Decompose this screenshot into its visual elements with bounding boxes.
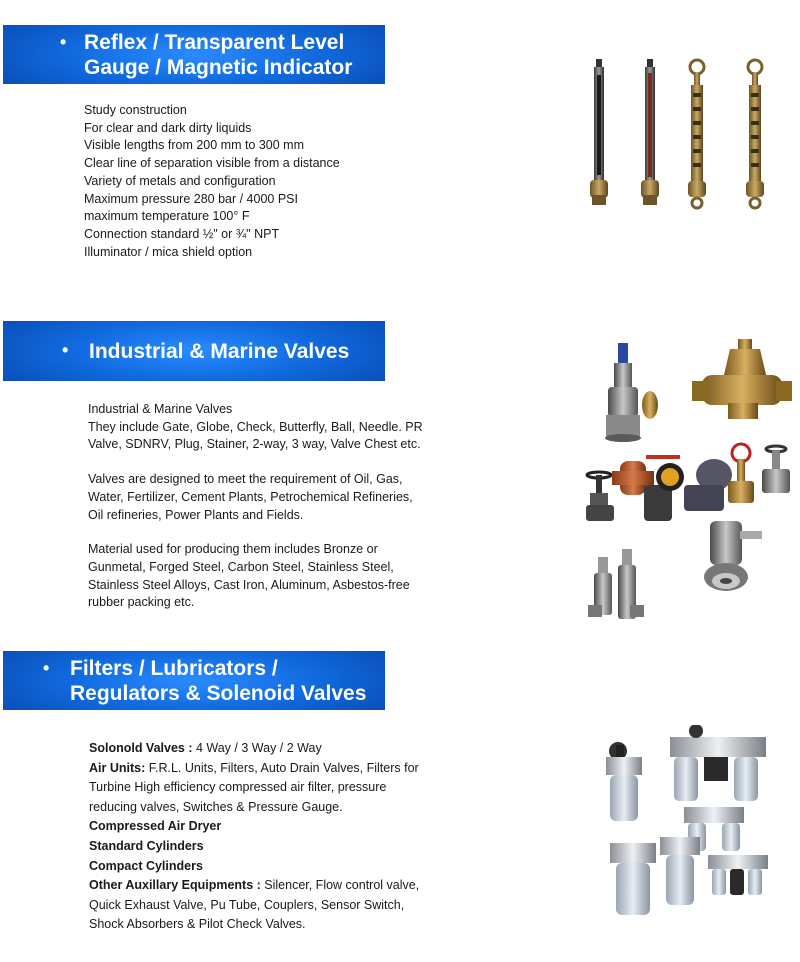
transparent-gauge-image	[688, 60, 706, 208]
transparent-gauge-image	[746, 60, 764, 208]
relief-valve-pair-image	[588, 549, 644, 619]
section-banner-frl	[3, 651, 385, 710]
reflex-gauge-image	[641, 59, 659, 205]
text-line: Shock Absorbers & Pilot Check Valves.	[89, 917, 306, 932]
check-valve-image	[684, 459, 732, 511]
text-line: Industrial & Marine Valves	[88, 402, 233, 416]
frl-combination-unit-image	[670, 725, 766, 801]
text-line	[89, 759, 419, 779]
mini-frl-unit-image	[708, 855, 768, 895]
lubricator-unit-image	[610, 837, 700, 915]
bullet-icon: •	[62, 340, 69, 360]
solenoid-label: Solonold Valves :	[89, 741, 193, 755]
text-line: Compressed Air Dryer	[89, 819, 222, 834]
list-item: Clear line of separation visible from a distance	[84, 156, 340, 171]
section-banner-valves	[3, 321, 385, 381]
list-item: Study construction	[84, 103, 187, 117]
air-units-value: F.R.L. Units, Filters, Auto Drain Valves, Filters for	[145, 760, 419, 775]
cast-steel-valve-image	[762, 446, 790, 493]
list-item: Illuminator / mica shield option	[84, 244, 253, 259]
text-line: Valve, SDNRV, Plug, Stainer, 2-way, 3 way, Valve Chest etc.	[88, 437, 421, 452]
text-line	[89, 739, 419, 759]
solenoid-value: 4 Way / 3 Way / 2 Way	[192, 741, 322, 755]
list-item: For clear and dark dirty liquids	[84, 120, 252, 135]
text-line: Material used for producing them includes Bronze or	[88, 542, 378, 557]
butterfly-valve-image	[656, 463, 684, 491]
text-line	[89, 876, 419, 896]
list-item: maximum temperature 100° F	[84, 209, 250, 224]
text-line: Water, Fertilizer, Cement Plants, Petrochemical Refineries,	[88, 489, 413, 504]
bullet-icon: •	[43, 658, 50, 678]
text-line: They include Gate, Globe, Check, Butterfly, Ball, Needle. PR	[88, 419, 423, 434]
level-gauge-feature-list	[84, 102, 340, 261]
text-line: rubber packing etc.	[88, 595, 195, 610]
other-equipment-value: Silencer, Flow control valve,	[260, 878, 420, 893]
text-line: Gunmetal, Forged Steel, Carbon Steel, Stainless Steel,	[88, 559, 394, 574]
magnetic-gauge-image	[590, 59, 608, 205]
text-line: Stainless Steel Alloys, Cast Iron, Aluminum, Asbestos-free	[88, 577, 410, 592]
list-item: Maximum pressure 280 bar / 4000 PSI	[84, 191, 298, 206]
air-units-label: Air Units:	[89, 760, 146, 775]
section-title: Industrial & Marine Valves	[89, 340, 350, 363]
safety-valve-image	[605, 343, 658, 442]
text-line: Turbine High efficiency compressed air filter, pressure	[89, 780, 387, 795]
filter-regulator-unit-image	[606, 742, 642, 821]
text-line: Quick Exhaust Valve, Pu Tube, Couplers, Sensor Switch,	[89, 897, 405, 912]
text-line: Valves are designed to meet the requirement of Oil, Gas,	[88, 472, 403, 487]
gate-valve-image	[586, 472, 614, 521]
list-item: Variety of metals and configuration	[84, 173, 276, 188]
valves-product-image	[582, 335, 794, 635]
text-line: Oil refineries, Power Plants and Fields.	[88, 507, 304, 522]
pressure-reducing-valve-image	[692, 339, 792, 419]
text-line: Compact Cylinders	[89, 858, 203, 873]
section-banner-level-gauge	[3, 25, 385, 84]
frl-description	[89, 739, 419, 935]
valves-description	[88, 401, 423, 612]
list-item: Visible lengths from 200 mm to 300 mm	[84, 138, 305, 153]
other-equipment-label: Other Auxillary Equipments :	[89, 878, 261, 893]
section-title: Reflex / Transparent Level Gauge / Magnetic Indicator	[84, 31, 353, 79]
list-item: Connection standard ½" or ¾" NPT	[84, 226, 280, 241]
bullet-icon: •	[60, 32, 67, 52]
frl-product-image	[600, 725, 775, 925]
section-title: Filters / Lubricators / Regulators & Solenoid Valves	[70, 657, 367, 705]
text-line: reducing valves, Switches & Pressure Gauge.	[89, 799, 343, 814]
text-line: Standard Cylinders	[89, 838, 204, 853]
level-gauge-product-image	[585, 55, 785, 210]
quick-coupler-image	[704, 521, 762, 591]
